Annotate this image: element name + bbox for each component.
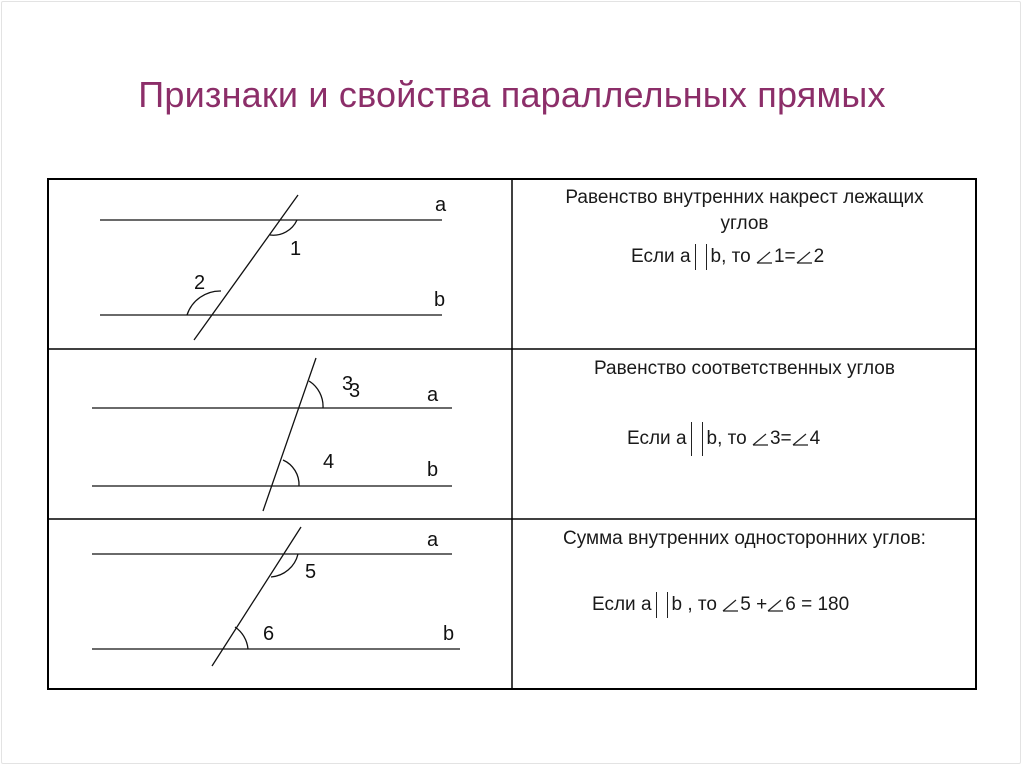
angle-arc-3	[309, 381, 323, 408]
angle-label-4: 4	[323, 451, 335, 473]
properties-table	[47, 178, 977, 690]
cond-angle-b: 2	[813, 246, 825, 267]
angle-label-1: 1	[290, 238, 302, 260]
row-2-heading: Равенство соответственных углов	[594, 358, 895, 379]
row-1-heading-line-1: Равенство внутренних накрест лежащих	[565, 187, 924, 208]
angle-sign-icon	[792, 431, 810, 447]
parallel-sign-icon	[656, 592, 668, 618]
diagram-row-1	[100, 194, 447, 340]
parallel-sign-icon	[695, 244, 707, 270]
row-1-condition	[631, 244, 824, 270]
cond-prefix: Если а	[592, 594, 652, 615]
transversal	[212, 527, 301, 666]
row-3-condition	[592, 592, 849, 618]
angle-label-2: 2	[194, 272, 206, 294]
page-title: Признаки и свойства параллельных прямых	[138, 74, 886, 115]
row-3-heading: Сумма внутренних односторонних углов:	[563, 528, 926, 549]
diagram-row-2	[92, 358, 452, 511]
row-1-heading-line-2: углов	[720, 213, 769, 234]
angle-arc-2	[187, 291, 221, 315]
label-b: b	[443, 623, 455, 645]
parallel-sign-icon	[691, 422, 703, 456]
diagram-row-3	[92, 527, 460, 666]
label-a: a	[427, 384, 439, 406]
label-a: a	[427, 529, 439, 551]
angle-arc-5	[271, 554, 298, 577]
angle-sign-icon	[796, 249, 814, 265]
cond-prefix: Если а	[627, 428, 687, 449]
cond-angle-a: 3=	[769, 428, 792, 449]
cond-var: b, то	[706, 428, 747, 449]
angle-label-6: 6	[263, 623, 275, 645]
cond-angle-b: 4	[809, 428, 821, 449]
cond-angle-a: 1=	[773, 246, 796, 267]
label-b: b	[427, 459, 439, 481]
transversal	[194, 195, 298, 340]
row-2-condition	[627, 422, 820, 456]
label-a: a	[435, 194, 447, 216]
angle-label-5: 5	[305, 561, 317, 583]
label-b: b	[434, 289, 446, 311]
angle-sign-icon	[756, 249, 774, 265]
angle-label-3-duplicate: 3	[349, 380, 361, 402]
cond-angle-b: 6 = 180	[785, 594, 850, 615]
angle-arc-6	[235, 627, 248, 649]
cond-prefix: Если а	[631, 246, 691, 267]
cond-var: b, то	[710, 246, 751, 267]
row-1-heading	[517, 185, 972, 237]
cond-angle-a: 5 +	[740, 594, 768, 615]
angle-arc-4	[283, 460, 299, 486]
angle-sign-icon	[722, 597, 740, 613]
transversal	[263, 358, 316, 511]
angle-sign-icon	[752, 431, 770, 447]
angle-label-3: 3	[342, 373, 354, 395]
cond-var: b , то	[671, 594, 717, 615]
angle-sign-icon	[767, 597, 785, 613]
